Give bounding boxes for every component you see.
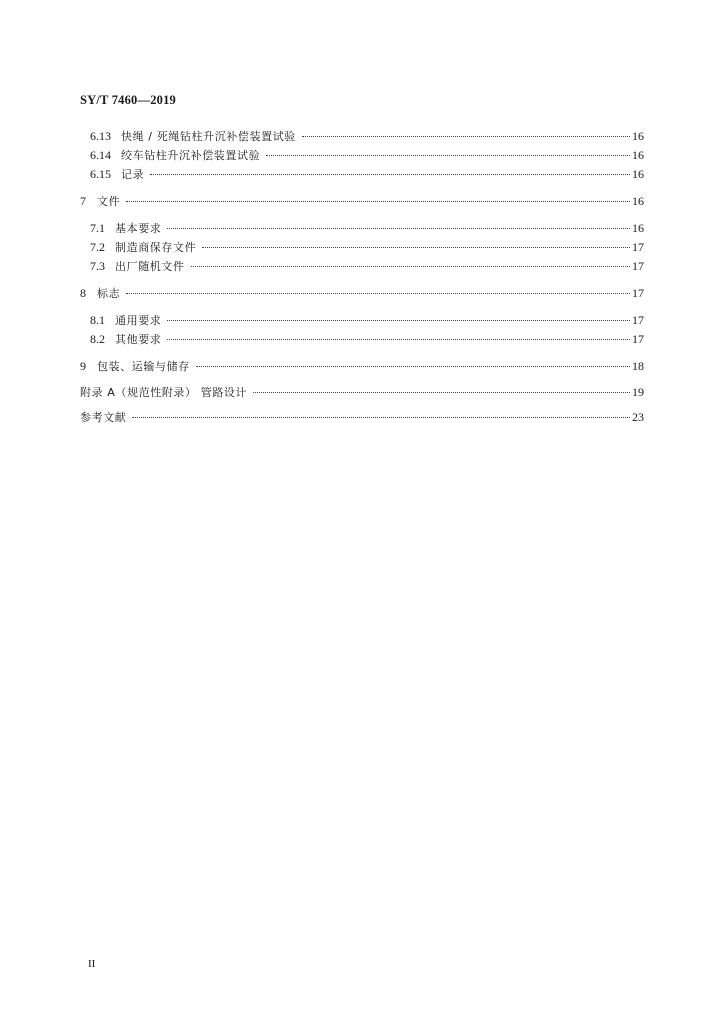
toc-entry-title: 通用要求 [115, 314, 162, 327]
toc-entry-page: 17 [632, 332, 644, 346]
dot-leader [202, 247, 630, 248]
toc-entry-number: 6.15 [90, 167, 111, 181]
toc-entry-page: 17 [632, 286, 644, 300]
toc-entry-appendix-a[interactable] [80, 385, 644, 399]
toc-entry-title: 标志 [97, 287, 121, 300]
dot-leader [126, 293, 630, 294]
toc-entry-7-2[interactable] [90, 240, 644, 254]
dot-leader [196, 366, 630, 367]
toc-entry-page: 17 [632, 240, 644, 254]
document-code-header: SY/T 7460—2019 [80, 93, 176, 107]
toc-entry-page: 16 [632, 167, 644, 181]
dot-leader [167, 339, 630, 340]
toc-entry-title: 参考文献 [80, 411, 127, 424]
toc-entry-page: 16 [632, 129, 644, 143]
toc-entry-6-15[interactable] [90, 167, 644, 181]
toc-entry-6-14[interactable] [90, 148, 644, 162]
toc-entry-references[interactable] [80, 410, 644, 424]
toc-entry-number: 7.1 [90, 221, 105, 235]
toc-entry-8[interactable] [80, 286, 644, 300]
toc-entry-page: 17 [632, 259, 644, 273]
toc-entry-page: 19 [632, 385, 644, 399]
toc-entry-number: 7 [80, 194, 86, 208]
toc-entry-title: 附录 A（规范性附录） 管路设计 [80, 386, 248, 399]
dot-leader [302, 136, 630, 137]
toc-entry-title: 绞车钻柱升沉补偿装置试验 [121, 149, 261, 162]
toc-entry-page: 16 [632, 194, 644, 208]
toc-entry-page: 16 [632, 148, 644, 162]
toc-entry-8-1[interactable] [90, 313, 644, 327]
dot-leader [253, 392, 630, 393]
toc-entry-page: 16 [632, 221, 644, 235]
toc-entry-7[interactable] [80, 194, 644, 208]
dot-leader [126, 201, 630, 202]
toc-entry-7-3[interactable] [90, 259, 644, 273]
toc-entry-8-2[interactable] [90, 332, 644, 346]
toc-entry-number: 6.14 [90, 148, 111, 162]
toc-entry-number: 8.2 [90, 332, 105, 346]
toc-entry-title: 记录 [121, 168, 145, 181]
toc-entry-title: 快绳 / 死绳钻柱升沉补偿装置试验 [121, 130, 296, 143]
toc-entry-page: 23 [632, 410, 644, 424]
toc-entry-number: 6.13 [90, 129, 111, 143]
toc-entry-number: 8 [80, 286, 86, 300]
toc-entry-7-1[interactable] [90, 221, 644, 235]
toc-entry-title: 制造商保存文件 [115, 241, 197, 254]
dot-leader [266, 155, 630, 156]
toc-entry-title: 包装、运输与储存 [97, 360, 190, 373]
toc-entry-title: 其他要求 [115, 333, 162, 346]
dot-leader [132, 417, 630, 418]
toc-entry-page: 17 [632, 313, 644, 327]
toc-entry-title: 出厂随机文件 [115, 260, 185, 273]
toc-entry-page: 18 [632, 359, 644, 373]
dot-leader [191, 266, 630, 267]
dot-leader [150, 174, 630, 175]
toc-entry-9[interactable] [80, 359, 644, 373]
toc-entry-title: 文件 [97, 195, 121, 208]
toc-entry-number: 8.1 [90, 313, 105, 327]
toc-entry-number: 7.3 [90, 259, 105, 273]
toc-entry-number: 9 [80, 359, 86, 373]
page-number: II [88, 958, 96, 970]
toc-entry-title: 基本要求 [115, 222, 162, 235]
dot-leader [167, 228, 630, 229]
toc-entry-number: 7.2 [90, 240, 105, 254]
dot-leader [167, 320, 630, 321]
toc-entry-6-13[interactable] [90, 129, 644, 143]
